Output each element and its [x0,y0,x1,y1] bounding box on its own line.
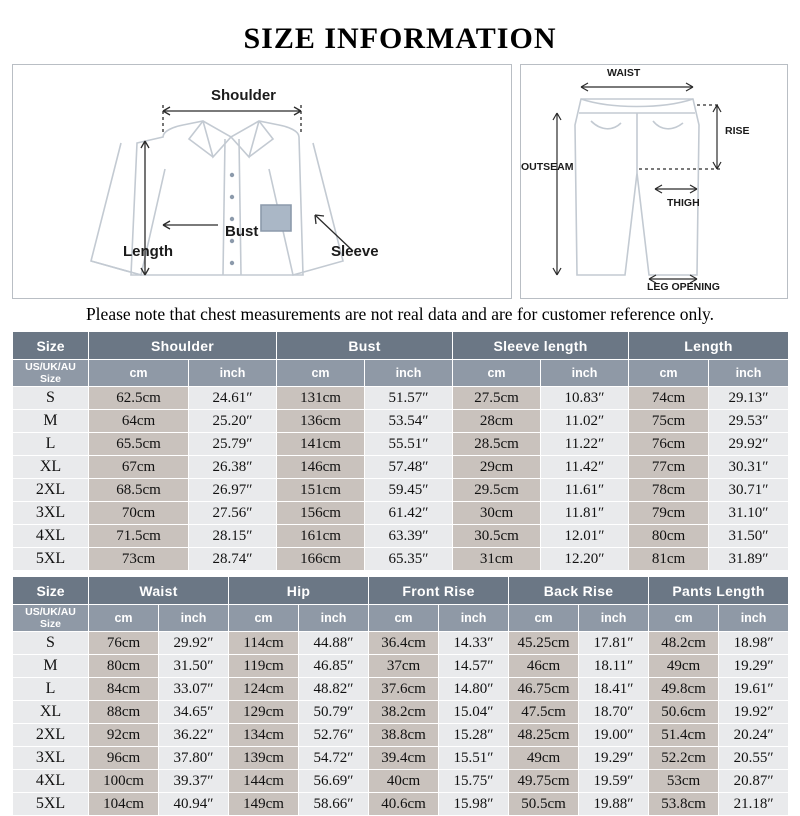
table-row [13,548,789,571]
measure-cell-inch: 11.42″ [541,456,629,479]
shirt-label-sleeve: Sleeve [331,243,379,260]
measure-cell-inch: 44.88″ [299,632,369,655]
measure-cell-inch: 25.20″ [189,410,277,433]
measure-cell-cm: 92cm [89,724,159,747]
page-title: SIZE INFORMATION [243,22,557,55]
measure-cell-cm: 134cm [229,724,299,747]
measure-cell-cm: 27.5cm [453,387,541,410]
measure-cell-inch: 14.33″ [439,632,509,655]
bottom-table-group-back-rise: Back Rise [509,577,649,605]
measure-cell-cm: 73cm [89,548,189,571]
measure-cell-inch: 51.57″ [365,387,453,410]
measure-cell-cm: 104cm [89,793,159,816]
measure-cell-cm: 100cm [89,770,159,793]
measure-cell-cm: 131cm [277,387,365,410]
measure-cell-cm: 80cm [89,655,159,678]
measure-cell-cm: 49.75cm [509,770,579,793]
top-table-group-length: Length [629,332,789,360]
top-table-group-shoulder: Shoulder [89,332,277,360]
size-label-cell: 3XL [13,747,89,770]
measure-cell-inch: 57.48″ [365,456,453,479]
bottom-table-group-front-rise: Front Rise [369,577,509,605]
bottom-unit-cell-9: inch [719,605,789,632]
measure-cell-inch: 19.29″ [579,747,649,770]
measure-cell-inch: 31.89″ [709,548,789,571]
measure-cell-cm: 139cm [229,747,299,770]
measure-cell-cm: 96cm [89,747,159,770]
pants-label-rise: RISE [725,125,750,137]
measure-cell-cm: 76cm [629,433,709,456]
measure-cell-cm: 129cm [229,701,299,724]
measure-cell-inch: 29.92″ [159,632,229,655]
measure-cell-cm: 70cm [89,502,189,525]
top-unit-cell-6: cm [629,360,709,387]
measure-cell-inch: 14.80″ [439,678,509,701]
measure-cell-cm: 68.5cm [89,479,189,502]
top-table-group-header-row [13,332,789,360]
measure-cell-cm: 79cm [629,502,709,525]
table-row [13,456,789,479]
measure-cell-cm: 166cm [277,548,365,571]
shirt-diagram [12,64,512,299]
measure-cell-cm: 71.5cm [89,525,189,548]
diagram-band [12,64,788,299]
shirt-label-length: Length [123,243,173,260]
shirt-label-shoulder: Shoulder [211,87,277,104]
measure-cell-inch: 15.51″ [439,747,509,770]
measure-cell-inch: 12.01″ [541,525,629,548]
measure-cell-cm: 49.8cm [649,678,719,701]
measure-cell-cm: 77cm [629,456,709,479]
measure-cell-inch: 34.65″ [159,701,229,724]
measure-cell-cm: 65.5cm [89,433,189,456]
size-label-cell: 4XL [13,770,89,793]
bottom-unit-cell-6: cm [509,605,579,632]
measure-cell-inch: 63.39″ [365,525,453,548]
top-size-table [12,331,789,571]
table-row [13,632,789,655]
measure-cell-inch: 46.85″ [299,655,369,678]
measure-cell-inch: 31.50″ [159,655,229,678]
bottom-unit-cell-0: cm [89,605,159,632]
bottom-unit-cell-5: inch [439,605,509,632]
table-row [13,655,789,678]
top-table-group-sleeve-length: Sleeve length [453,332,629,360]
measure-cell-cm: 40.6cm [369,793,439,816]
measure-cell-cm: 48.2cm [649,632,719,655]
measure-cell-inch: 29.53″ [709,410,789,433]
measure-cell-inch: 15.04″ [439,701,509,724]
measure-cell-cm: 39.4cm [369,747,439,770]
measure-cell-inch: 20.87″ [719,770,789,793]
measure-cell-inch: 65.35″ [365,548,453,571]
measure-cell-cm: 161cm [277,525,365,548]
measure-cell-inch: 28.74″ [189,548,277,571]
top-table-subheader-row [13,360,789,387]
measure-cell-cm: 45.25cm [509,632,579,655]
measure-cell-inch: 12.20″ [541,548,629,571]
measure-cell-cm: 50.6cm [649,701,719,724]
measure-cell-inch: 61.42″ [365,502,453,525]
bottom-table-group-hip: Hip [229,577,369,605]
table-row [13,525,789,548]
bottom-table-subheader-row [13,605,789,632]
measure-cell-cm: 62.5cm [89,387,189,410]
measure-cell-cm: 49cm [649,655,719,678]
table-row [13,502,789,525]
measure-cell-cm: 36.4cm [369,632,439,655]
bottom-table-size-subheader: US/UK/AU Size [13,605,89,632]
measure-cell-inch: 21.18″ [719,793,789,816]
size-label-cell: XL [13,701,89,724]
size-label-cell: S [13,632,89,655]
size-label-cell: 5XL [13,793,89,816]
measure-cell-cm: 53.8cm [649,793,719,816]
bottom-table-group-header-row [13,577,789,605]
measure-cell-inch: 10.83″ [541,387,629,410]
measure-cell-cm: 38.8cm [369,724,439,747]
measure-cell-inch: 30.31″ [709,456,789,479]
bottom-table-body [13,605,789,816]
table-row [13,678,789,701]
size-label-cell: 3XL [13,502,89,525]
measure-cell-inch: 27.56″ [189,502,277,525]
measure-cell-cm: 78cm [629,479,709,502]
measure-cell-inch: 18.98″ [719,632,789,655]
table-row [13,387,789,410]
bottom-unit-cell-2: cm [229,605,299,632]
bottom-unit-cell-7: inch [579,605,649,632]
measure-cell-cm: 46.75cm [509,678,579,701]
measure-cell-inch: 15.28″ [439,724,509,747]
measure-cell-cm: 151cm [277,479,365,502]
bottom-size-table [12,576,789,816]
size-label-cell: L [13,678,89,701]
measure-cell-cm: 119cm [229,655,299,678]
size-label-cell: M [13,410,89,433]
shirt-label-bust: Bust [225,223,259,240]
measure-cell-cm: 156cm [277,502,365,525]
measure-cell-inch: 19.00″ [579,724,649,747]
measure-cell-cm: 64cm [89,410,189,433]
measure-cell-inch: 26.38″ [189,456,277,479]
measurement-note: Please note that chest measurements are not real data and are for customer reference only. [85,304,715,324]
measure-cell-cm: 124cm [229,678,299,701]
measure-cell-cm: 146cm [277,456,365,479]
measure-cell-cm: 28cm [453,410,541,433]
size-label-cell: 5XL [13,548,89,571]
top-table-size-subheader: US/UK/AU Size [13,360,89,387]
top-unit-cell-0: cm [89,360,189,387]
measure-cell-cm: 80cm [629,525,709,548]
measure-cell-cm: 136cm [277,410,365,433]
measure-cell-cm: 40cm [369,770,439,793]
measure-cell-cm: 84cm [89,678,159,701]
measure-cell-inch: 19.61″ [719,678,789,701]
top-table-size-header: Size [13,332,89,360]
measure-cell-inch: 55.51″ [365,433,453,456]
measure-cell-cm: 81cm [629,548,709,571]
pants-label-leg-opening: LEG OPENING [647,281,720,293]
measure-cell-cm: 144cm [229,770,299,793]
measure-cell-cm: 114cm [229,632,299,655]
measure-cell-cm: 141cm [277,433,365,456]
bottom-table-size-header: Size [13,577,89,605]
measure-cell-cm: 49cm [509,747,579,770]
pants-diagram [520,64,788,299]
measure-cell-inch: 29.13″ [709,387,789,410]
bottom-table-group-waist: Waist [89,577,229,605]
measure-cell-inch: 54.72″ [299,747,369,770]
measure-cell-cm: 76cm [89,632,159,655]
pants-label-thigh: THIGH [667,197,700,209]
measure-cell-inch: 37.80″ [159,747,229,770]
measure-cell-inch: 15.75″ [439,770,509,793]
measure-cell-inch: 25.79″ [189,433,277,456]
table-row [13,747,789,770]
size-label-cell: XL [13,456,89,479]
bottom-unit-cell-8: cm [649,605,719,632]
measure-cell-cm: 50.5cm [509,793,579,816]
measure-cell-inch: 18.11″ [579,655,649,678]
measure-cell-inch: 30.71″ [709,479,789,502]
measure-cell-inch: 11.61″ [541,479,629,502]
measure-cell-cm: 74cm [629,387,709,410]
measure-cell-inch: 33.07″ [159,678,229,701]
table-row [13,724,789,747]
size-label-cell: S [13,387,89,410]
measure-cell-inch: 56.69″ [299,770,369,793]
measure-cell-cm: 47.5cm [509,701,579,724]
bottom-unit-cell-3: inch [299,605,369,632]
measure-cell-inch: 31.10″ [709,502,789,525]
top-unit-cell-2: cm [277,360,365,387]
measure-cell-inch: 31.50″ [709,525,789,548]
measure-cell-inch: 24.61″ [189,387,277,410]
measure-cell-inch: 18.70″ [579,701,649,724]
measure-cell-inch: 11.02″ [541,410,629,433]
measure-cell-inch: 48.82″ [299,678,369,701]
top-unit-cell-1: inch [189,360,277,387]
measure-cell-inch: 19.59″ [579,770,649,793]
table-row [13,479,789,502]
top-table-group-bust: Bust [277,332,453,360]
measure-cell-cm: 48.25cm [509,724,579,747]
measure-cell-inch: 39.37″ [159,770,229,793]
top-unit-cell-7: inch [709,360,789,387]
measure-cell-inch: 20.24″ [719,724,789,747]
measure-cell-inch: 26.97″ [189,479,277,502]
measure-cell-inch: 19.88″ [579,793,649,816]
measure-cell-cm: 53cm [649,770,719,793]
table-row [13,410,789,433]
top-table-body [13,360,789,571]
size-label-cell: 2XL [13,479,89,502]
measure-cell-inch: 20.55″ [719,747,789,770]
pants-illustration-icon [521,65,787,298]
measure-cell-cm: 88cm [89,701,159,724]
size-label-cell: M [13,655,89,678]
measure-cell-cm: 46cm [509,655,579,678]
top-unit-cell-5: inch [541,360,629,387]
measure-cell-inch: 19.29″ [719,655,789,678]
measure-cell-cm: 52.2cm [649,747,719,770]
measure-cell-inch: 14.57″ [439,655,509,678]
measure-cell-inch: 15.98″ [439,793,509,816]
measure-cell-cm: 38.2cm [369,701,439,724]
measure-cell-cm: 30cm [453,502,541,525]
measure-cell-inch: 58.66″ [299,793,369,816]
measure-cell-cm: 29cm [453,456,541,479]
measure-cell-inch: 59.45″ [365,479,453,502]
measure-cell-inch: 11.81″ [541,502,629,525]
measure-cell-inch: 36.22″ [159,724,229,747]
bottom-unit-cell-1: inch [159,605,229,632]
measure-cell-inch: 29.92″ [709,433,789,456]
measure-cell-inch: 28.15″ [189,525,277,548]
table-row [13,433,789,456]
bottom-table-group-pants-length: Pants Length [649,577,789,605]
measure-cell-cm: 37cm [369,655,439,678]
measure-cell-inch: 40.94″ [159,793,229,816]
bottom-unit-cell-4: cm [369,605,439,632]
measure-cell-inch: 19.92″ [719,701,789,724]
table-row [13,701,789,724]
size-label-cell: L [13,433,89,456]
measure-cell-inch: 53.54″ [365,410,453,433]
measure-cell-cm: 37.6cm [369,678,439,701]
measure-cell-inch: 50.79″ [299,701,369,724]
top-unit-cell-3: inch [365,360,453,387]
measure-cell-inch: 11.22″ [541,433,629,456]
pants-label-outseam: OUTSEAM [521,161,574,173]
measure-cell-cm: 149cm [229,793,299,816]
size-label-cell: 2XL [13,724,89,747]
measure-cell-cm: 75cm [629,410,709,433]
measure-cell-cm: 28.5cm [453,433,541,456]
table-row [13,770,789,793]
measure-cell-cm: 30.5cm [453,525,541,548]
measure-cell-inch: 17.81″ [579,632,649,655]
measure-cell-cm: 67cm [89,456,189,479]
top-unit-cell-4: cm [453,360,541,387]
pants-label-waist: WAIST [607,67,641,79]
measure-cell-inch: 18.41″ [579,678,649,701]
size-label-cell: 4XL [13,525,89,548]
measure-cell-cm: 31cm [453,548,541,571]
table-row [13,793,789,816]
measure-cell-inch: 52.76″ [299,724,369,747]
measure-cell-cm: 29.5cm [453,479,541,502]
measure-cell-cm: 51.4cm [649,724,719,747]
